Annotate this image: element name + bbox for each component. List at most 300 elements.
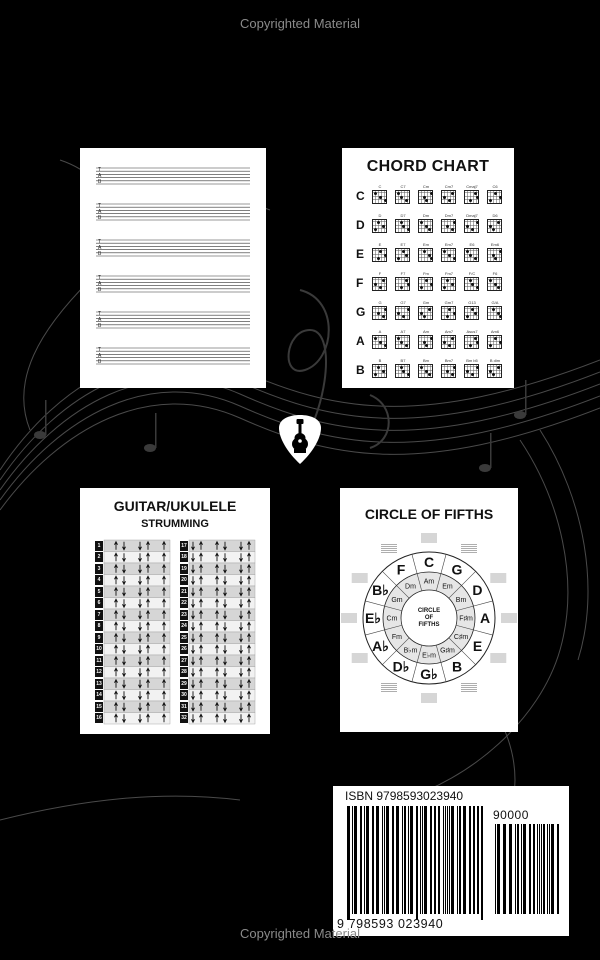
finger-dot (448, 254, 451, 257)
strum-row (189, 632, 255, 644)
finger-dot (382, 315, 385, 318)
finger-dot (494, 257, 497, 260)
chord-name: Cm7 (444, 184, 454, 189)
barcode-bar (521, 824, 522, 914)
finger-dot (402, 250, 405, 253)
chord-name: Dmaj7 (466, 213, 478, 218)
chord-name: E7 (400, 242, 406, 247)
tab-clef-letters: T A B (98, 311, 102, 329)
minor-key-label: Em (442, 583, 453, 591)
barcode-bar (438, 806, 440, 914)
minor-key-label: Gm (391, 597, 403, 604)
barcode-bar (364, 806, 365, 914)
chord-name: D6 (492, 213, 498, 218)
barcode-bar (537, 824, 538, 914)
chord-name: D7 (400, 213, 406, 218)
finger-dot (466, 250, 469, 253)
finger-dot (382, 225, 385, 228)
barcode-bar (372, 806, 374, 914)
pattern-number: 27 (181, 657, 187, 664)
barcode-bar (447, 806, 448, 914)
circle-of-fifths-preview (340, 488, 518, 732)
finger-dot (453, 366, 456, 369)
chord-name: Cm (422, 184, 430, 189)
finger-dot (499, 341, 502, 344)
finger-dot (451, 228, 454, 231)
pattern-number: 21 (181, 588, 187, 595)
chord-name: Am7 (444, 329, 454, 334)
finger-dot (430, 283, 433, 286)
finger-dot (474, 257, 477, 260)
finger-dot (397, 192, 400, 195)
finger-dot (453, 257, 456, 260)
strum-row (104, 713, 170, 725)
strum-row (189, 540, 255, 552)
pattern-number: 28 (181, 669, 187, 676)
strum-row (189, 621, 255, 633)
finger-dot (377, 257, 380, 260)
minor-key-label: Fm (391, 634, 403, 641)
finger-dot (400, 341, 403, 344)
chord-name: Fm7 (445, 271, 453, 276)
barcode-bar (434, 806, 436, 914)
major-key-label: E (472, 638, 483, 654)
chord-name: A7 (400, 329, 406, 334)
chord-row-root: B (356, 363, 365, 377)
pattern-number: 14 (96, 692, 102, 699)
finger-dot (379, 250, 382, 253)
finger-dot (448, 344, 451, 347)
finger-dot (453, 312, 456, 315)
finger-dot (420, 366, 423, 369)
chord-row-root: F (356, 276, 364, 290)
pattern-number: 4 (95, 575, 103, 585)
finger-dot (471, 283, 474, 286)
chord-name: E (378, 242, 382, 247)
finger-dot (476, 366, 479, 369)
barcode-bar (509, 824, 512, 914)
chord-name: Fm (423, 271, 429, 276)
finger-dot (448, 199, 451, 202)
finger-dot (443, 250, 446, 253)
pattern-number: 11 (96, 657, 102, 664)
finger-dot (402, 225, 405, 228)
pattern-number: 12 (96, 669, 102, 676)
chord-name: B (378, 358, 382, 363)
finger-dot (489, 370, 492, 373)
chord-row-root: C (356, 189, 365, 203)
finger-dot (497, 366, 500, 369)
finger-dot (443, 341, 446, 344)
finger-dot (423, 315, 426, 318)
finger-dot (374, 283, 377, 286)
strum-row (104, 644, 170, 656)
finger-dot (469, 199, 472, 202)
strum-row (189, 563, 255, 575)
chord-name: Em7 (444, 242, 454, 247)
chord-name: G13 (468, 300, 476, 305)
major-key-label: A♭ (372, 638, 389, 654)
finger-dot (423, 341, 426, 344)
barcode-bar (469, 806, 471, 914)
finger-dot (489, 344, 492, 347)
finger-dot (425, 344, 428, 347)
pattern-number: 5 (95, 587, 103, 597)
strum-row (104, 678, 170, 690)
chord-name: A (378, 329, 382, 334)
barcode-bar (557, 824, 559, 914)
finger-dot (402, 315, 405, 318)
chord-name: E6 (469, 242, 475, 247)
chord-name: F/C (468, 271, 476, 276)
finger-dot (400, 196, 403, 199)
barcode-bar (495, 824, 496, 914)
finger-dot (494, 283, 497, 286)
finger-dot (474, 337, 477, 340)
chord-name: Dm (422, 213, 430, 218)
finger-dot (492, 308, 495, 311)
chord-row-root: E (356, 247, 365, 261)
major-key-label: G♭ (420, 666, 438, 682)
circle-center-label: FIFTHS (418, 622, 440, 628)
minor-key-label: B♭m (403, 647, 418, 655)
strum-row (104, 563, 170, 575)
strum-row (189, 678, 255, 690)
finger-dot (428, 254, 431, 257)
chord-name: G7 (400, 300, 406, 305)
tab-clef-letters: T A B (98, 167, 102, 185)
pattern-number: 7 (95, 610, 103, 620)
minor-key-label: E♭m (422, 652, 436, 660)
chord-name: G (378, 300, 382, 305)
strum-row (104, 701, 170, 713)
barcode-bar (539, 824, 540, 914)
minor-key-label: F♯m (459, 615, 473, 623)
barcode-bar (352, 806, 353, 914)
barcode-bar (354, 806, 357, 914)
pattern-number: 8 (95, 621, 103, 631)
strum-row (189, 575, 255, 587)
finger-dot (420, 221, 423, 224)
finger-dot (425, 225, 428, 228)
chord-name: Am (423, 329, 429, 334)
circle-center-label: OF (424, 615, 434, 621)
finger-dot (374, 337, 377, 340)
strum-row (104, 621, 170, 633)
chord-row-root: A (356, 334, 365, 348)
major-key-label: E♭ (365, 610, 381, 626)
minor-key-label: G♯m (440, 647, 455, 655)
finger-dot (420, 286, 423, 289)
strum-row (189, 713, 255, 725)
chord-name: G/A (491, 300, 499, 305)
finger-dot (469, 344, 472, 347)
major-key-label: B♭ (372, 582, 389, 598)
barcode-bar (459, 806, 461, 914)
pattern-number: 17 (181, 542, 187, 549)
barcode-bar (451, 806, 454, 914)
finger-dot (476, 286, 479, 289)
finger-dot (377, 366, 380, 369)
finger-dot (469, 279, 472, 282)
minor-key-label: Am (423, 578, 435, 586)
strum-row (104, 552, 170, 564)
finger-dot (489, 279, 492, 282)
major-key-label: C (423, 554, 435, 570)
finger-dot (425, 199, 428, 202)
finger-dot (489, 225, 492, 228)
strum-row (104, 690, 170, 702)
finger-dot (405, 279, 408, 282)
strum-row (104, 598, 170, 610)
finger-dot (428, 373, 431, 376)
pattern-number: 20 (181, 577, 187, 584)
pattern-number: 18 (181, 554, 187, 561)
finger-dot (425, 370, 428, 373)
finger-dot (407, 373, 410, 376)
barcode-bars (333, 786, 569, 936)
barcode-bar (543, 824, 545, 914)
finger-dot (407, 283, 410, 286)
chord-chart-title: CHORD CHART (366, 158, 490, 175)
strum-row (104, 655, 170, 667)
pattern-number: 9 (95, 633, 103, 643)
barcode-bar (422, 806, 423, 914)
finger-dot (492, 373, 495, 376)
finger-dot (451, 283, 454, 286)
barcode-bar (366, 806, 369, 914)
chord-chart-preview (342, 148, 514, 388)
major-key-label: D (472, 582, 483, 598)
chord-name: Em (423, 242, 429, 247)
pattern-number: 10 (96, 646, 102, 653)
chord-name: Gm (422, 300, 430, 305)
finger-dot (377, 221, 380, 224)
barcode-bar (430, 806, 432, 914)
barcode-bar (384, 806, 385, 914)
finger-dot (423, 250, 426, 253)
finger-dot (382, 370, 385, 373)
tab-staff-lines (80, 148, 266, 388)
finger-dot (451, 337, 454, 340)
barcode-bar (396, 806, 399, 914)
finger-dot (466, 370, 469, 373)
finger-dot (497, 312, 500, 315)
finger-dot (420, 312, 423, 315)
barcode-bar (477, 806, 479, 914)
chord-name: C (378, 184, 382, 189)
finger-dot (407, 228, 410, 231)
isbn-label: ISBN 9798593023940 (345, 789, 464, 803)
finger-dot (379, 286, 382, 289)
barcode-bar (551, 824, 554, 914)
pattern-number: 13 (96, 680, 102, 687)
barcode-bar (410, 806, 413, 914)
finger-dot (446, 370, 449, 373)
finger-dot (382, 279, 385, 282)
finger-dot (474, 192, 477, 195)
minor-key-label: C♯m (453, 634, 469, 641)
strumming-subtitle: STRUMMING (141, 518, 209, 530)
barcode-bar (463, 806, 466, 914)
strum-row (189, 667, 255, 679)
strum-row (189, 586, 255, 598)
barcode-bar (424, 806, 427, 914)
barcode-bar (449, 806, 450, 914)
tab-clef-letters: T A B (98, 275, 102, 293)
minor-key-label: Dm (405, 583, 416, 591)
barcode-bar (529, 824, 531, 914)
tablature-sheet-preview (80, 148, 266, 388)
finger-dot (499, 196, 502, 199)
strum-row (189, 644, 255, 656)
pattern-number: 22 (181, 600, 187, 607)
finger-dot (497, 221, 500, 224)
major-key-label: D♭ (392, 658, 410, 675)
pattern-number: 6 (95, 598, 103, 608)
finger-dot (400, 366, 403, 369)
chord-name: Bm b5 (466, 358, 478, 363)
finger-dot (397, 337, 400, 340)
barcode-bar (376, 806, 379, 914)
chord-name: Am6 (490, 329, 500, 334)
finger-dot (430, 192, 433, 195)
barcode-digits: 9 798593 023940 (337, 917, 444, 931)
barcode-bar (392, 806, 394, 914)
strum-row (189, 701, 255, 713)
chord-name: Asus7 (466, 329, 478, 334)
major-key-label: G (451, 561, 463, 578)
strumming-title: GUITAR/UKULELE (113, 498, 237, 514)
strum-row (189, 609, 255, 621)
minor-key-label: Cm (386, 615, 398, 623)
strum-row (104, 632, 170, 644)
barcode-bar (457, 806, 458, 914)
circle-of-fifths-title: CIRCLE OF FIFTHS (364, 506, 494, 522)
finger-dot (469, 254, 472, 257)
strum-row (189, 598, 255, 610)
finger-dot (384, 199, 387, 202)
finger-dot (400, 221, 403, 224)
pattern-number: 26 (181, 646, 187, 653)
pattern-number: 24 (181, 623, 187, 630)
barcode-bar (473, 806, 475, 914)
strum-row (104, 540, 170, 552)
barcode-bar (541, 824, 542, 914)
minor-key-label: Bm (455, 597, 467, 604)
chord-name: D (378, 213, 382, 218)
finger-dot (466, 315, 469, 318)
barcode-bar (547, 824, 548, 914)
strumming-table (80, 488, 270, 734)
chord-name: Bm (423, 358, 429, 363)
isbn-barcode (333, 786, 569, 936)
tab-clef-letters: T A B (98, 203, 102, 221)
strum-row (104, 575, 170, 587)
finger-dot (377, 312, 380, 315)
finger-dot (400, 286, 403, 289)
barcode-bar (360, 806, 362, 914)
finger-dot (448, 308, 451, 311)
chord-name: B7 (400, 358, 406, 363)
finger-dot (446, 225, 449, 228)
pattern-number: 15 (96, 703, 102, 710)
barcode-bar (445, 806, 446, 914)
pattern-number: 32 (181, 715, 187, 722)
finger-dot (397, 312, 400, 315)
finger-dot (499, 315, 502, 318)
barcode-bar (523, 824, 526, 914)
finger-dot (471, 308, 474, 311)
copyright-watermark-bottom: Copyrighted Material (240, 926, 360, 941)
finger-dot (405, 254, 408, 257)
major-key-label: A (479, 610, 491, 626)
barcode-bar (420, 806, 421, 914)
circle-center-label: CIRCLE (417, 608, 441, 614)
finger-dot (397, 257, 400, 260)
finger-dot (430, 257, 433, 260)
barcode-bar (497, 824, 500, 914)
finger-dot (451, 192, 454, 195)
barcode-bar (533, 824, 535, 914)
finger-dot (494, 192, 497, 195)
finger-dot (402, 370, 405, 373)
pattern-number: 19 (181, 565, 187, 572)
finger-dot (405, 199, 408, 202)
barcode-bar (549, 824, 550, 914)
finger-dot (374, 192, 377, 195)
finger-dot (489, 199, 492, 202)
barcode-bar (386, 806, 389, 914)
chord-name: Cmaj7 (466, 184, 478, 189)
chord-row-root: G (356, 305, 366, 319)
finger-dot (379, 196, 382, 199)
pattern-number: 16 (96, 715, 102, 722)
finger-dot (374, 228, 377, 231)
copyright-watermark-top: Copyrighted Material (240, 16, 360, 31)
chord-name: C7 (400, 184, 406, 189)
circle-of-fifths-diagram (340, 528, 518, 732)
finger-dot (384, 254, 387, 257)
barcode-bar (404, 806, 406, 914)
finger-dot (428, 228, 431, 231)
chord-name: Bm7 (444, 358, 454, 363)
barcode-bar (402, 806, 403, 914)
chord-name: F7 (400, 271, 406, 276)
barcode-bar (517, 824, 519, 914)
barcode-bar (382, 806, 383, 914)
finger-dot (476, 341, 479, 344)
barcode-bar (416, 806, 418, 920)
finger-dot (446, 279, 449, 282)
barcode-bar (347, 806, 350, 920)
finger-dot (466, 225, 469, 228)
tab-clef-letters: T A B (98, 347, 102, 365)
finger-dot (428, 308, 431, 311)
chord-name: B dim (489, 358, 501, 363)
strum-row (189, 552, 255, 564)
strum-row (189, 655, 255, 667)
chord-name: Dm7 (444, 213, 454, 218)
finger-dot (451, 373, 454, 376)
finger-dot (499, 250, 502, 253)
strum-row (104, 609, 170, 621)
finger-dot (497, 286, 500, 289)
finger-dot (476, 196, 479, 199)
finger-dot (384, 344, 387, 347)
price-code: 90000 (493, 808, 529, 822)
pattern-number: 30 (181, 692, 187, 699)
